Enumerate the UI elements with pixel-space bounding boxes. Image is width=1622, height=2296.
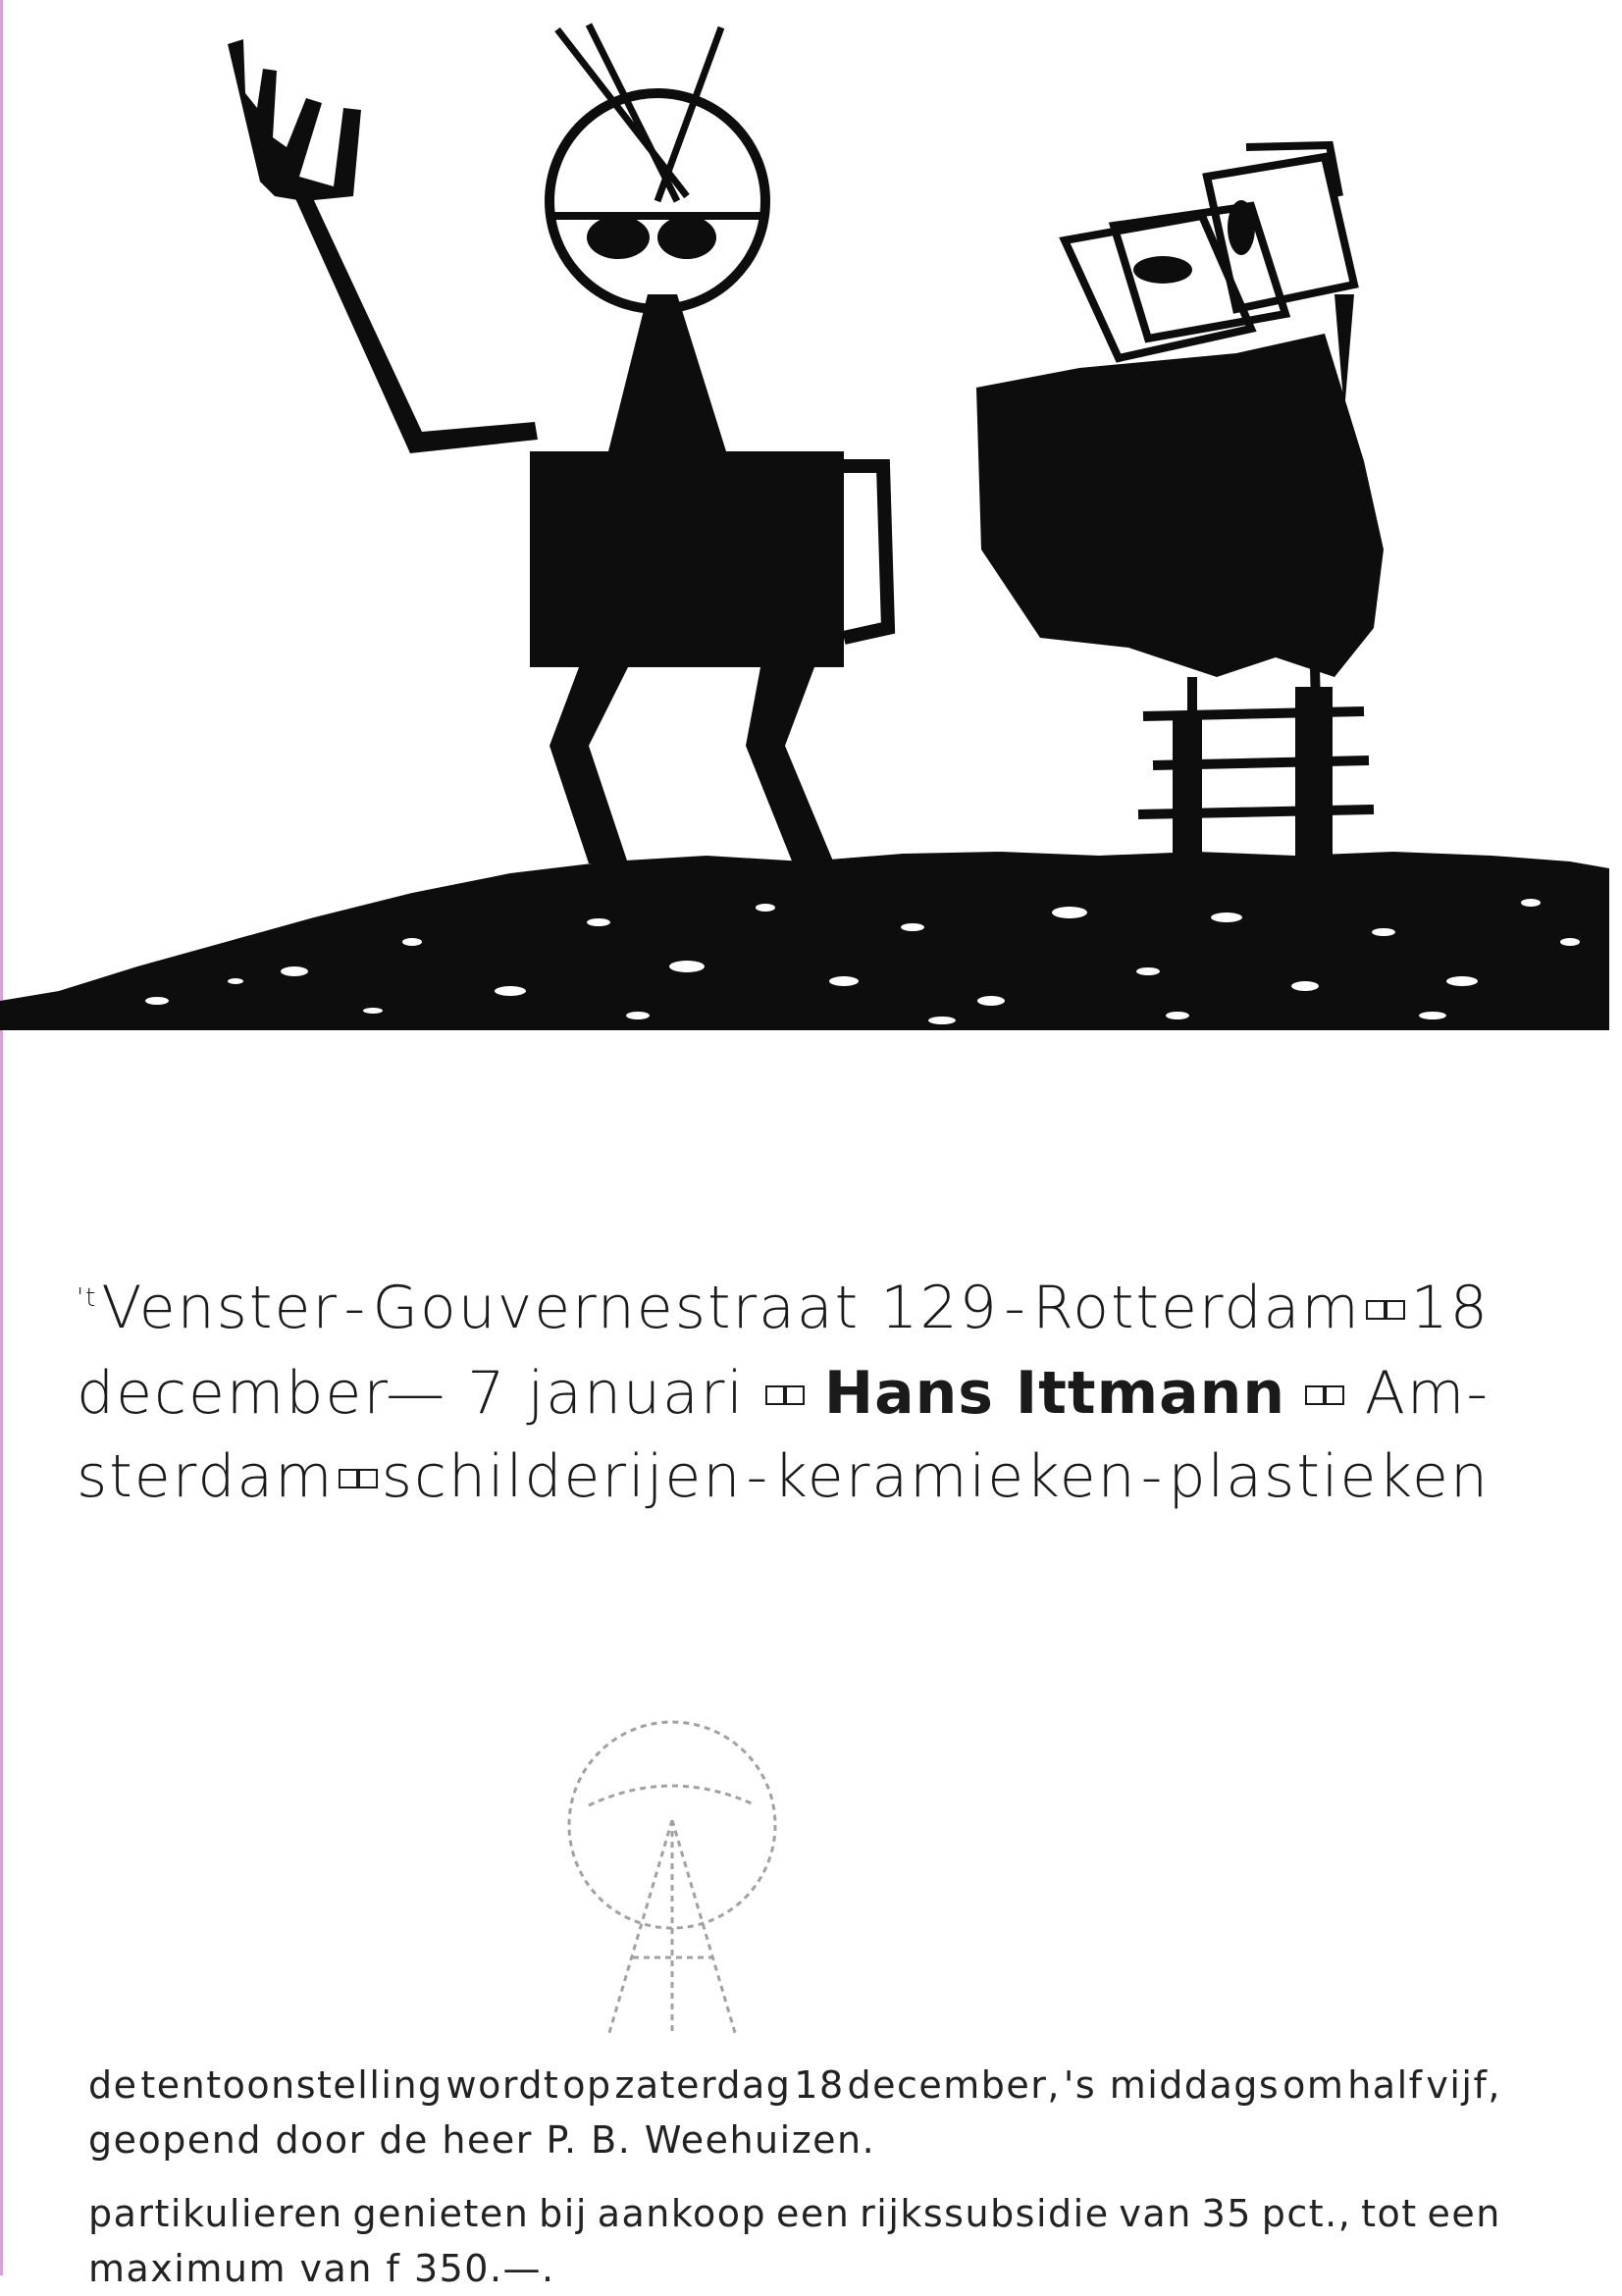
artist-name: Hans Ittmann [823, 1359, 1286, 1428]
announcement-line-1 [77, 1274, 1490, 1342]
left-figure-arm [294, 196, 538, 453]
city: Rotterdam [1032, 1274, 1361, 1342]
word: tot [1361, 2192, 1418, 2235]
word: zaterdag [614, 2063, 792, 2107]
right-figure-body [976, 334, 1384, 677]
word: van [1119, 2192, 1192, 2235]
sculpture-photo [0, 0, 1622, 1040]
dash: - [746, 1442, 770, 1511]
start-day: 18 [1410, 1274, 1490, 1342]
word: de [88, 2063, 138, 2107]
dash: - [1140, 1442, 1165, 1511]
work-type-ceramics: keramieken [773, 1442, 1137, 1511]
word: rijkssubsidie [860, 2192, 1110, 2235]
word: 's middags [1063, 2063, 1281, 2107]
work-type-sculptures: plastieken [1168, 1442, 1490, 1511]
word: een [775, 2192, 851, 2235]
date-range [77, 1359, 745, 1428]
word: partikulieren [88, 2192, 343, 2235]
separator-icon [1366, 1300, 1405, 1320]
work-type-paintings: schilderijen [381, 1442, 743, 1511]
word: bij [539, 2192, 588, 2235]
ink-stamp [540, 1712, 805, 2046]
separator-icon [765, 1385, 805, 1405]
opening-line-1 [88, 2058, 1501, 2113]
venue-name: Venster [101, 1274, 340, 1342]
opening-line-2: geopend door de heer P. B. Weehuizen. [88, 2118, 876, 2162]
separator-icon [1305, 1385, 1344, 1405]
word: half [1347, 2063, 1424, 2107]
announcement-line-2 [77, 1359, 1490, 1428]
word: tentoonstelling [140, 2063, 444, 2107]
dash: - [343, 1274, 368, 1342]
word: december, [847, 2063, 1062, 2107]
word: genieten [352, 2192, 530, 2235]
subsidy-line-2: maximum van f 350.—. [88, 2247, 555, 2290]
dash: - [1004, 1274, 1027, 1342]
street-address: Gouvernestraat 129 [372, 1274, 999, 1342]
word: pct., [1261, 2192, 1352, 2235]
left-figure-legs [549, 667, 628, 863]
raised-hand [228, 39, 361, 201]
separator-icon [339, 1469, 378, 1488]
venue [77, 1274, 339, 1342]
announcement-line-3 [77, 1442, 1490, 1511]
subsidy-line-1 [88, 2186, 1501, 2241]
word: aankoop [597, 2192, 767, 2235]
venue-prefix: 't [77, 1283, 98, 1313]
word: 35 [1201, 2192, 1252, 2235]
start-month: december [77, 1359, 387, 1428]
word: 18 [794, 2063, 845, 2107]
end-date: — 7 januari [386, 1359, 746, 1428]
subsidy-paragraph [88, 2186, 1501, 2296]
word: wordt [445, 2063, 560, 2107]
word: op [562, 2063, 612, 2107]
right-figure-head [1065, 145, 1354, 358]
artist-origin-part1: Am- [1364, 1359, 1490, 1428]
word: een [1427, 2192, 1501, 2235]
left-figure-body [530, 294, 844, 667]
word: vijf, [1426, 2063, 1501, 2107]
word: om [1282, 2063, 1345, 2107]
opening-paragraph [88, 2058, 1501, 2167]
rubble-ground [0, 852, 1609, 1030]
artist-origin-part2: sterdam [77, 1442, 335, 1511]
